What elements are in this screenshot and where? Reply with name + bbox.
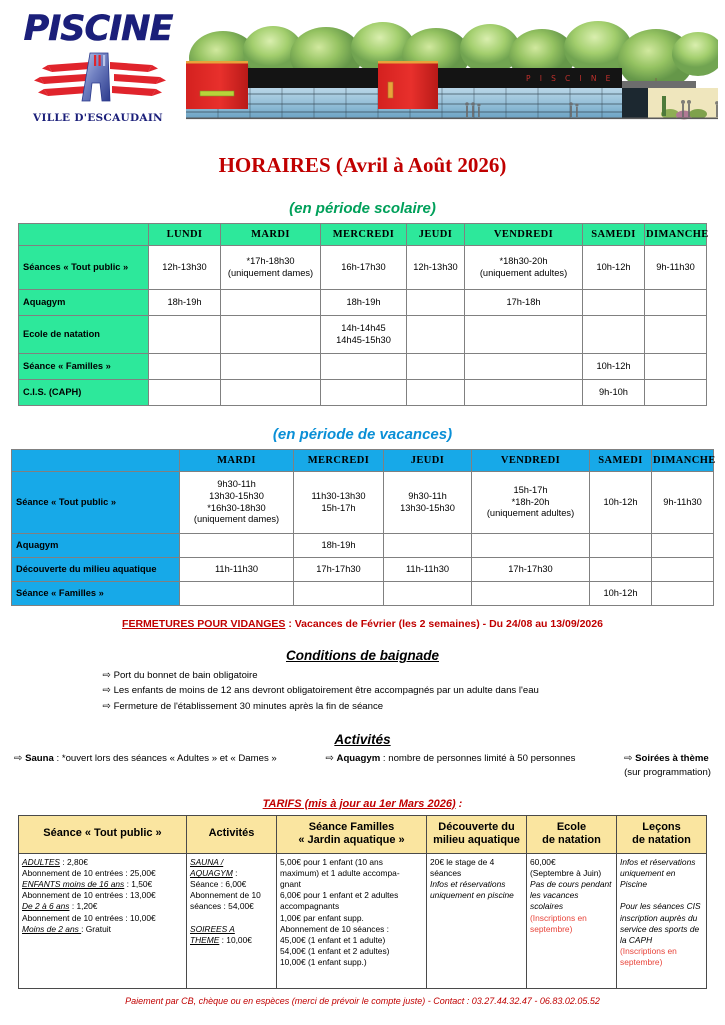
col-vendredi: VENDREDI	[472, 450, 590, 472]
tarifs-title-main: TARIFS (mis à jour au 1er Mars 2026)	[262, 797, 456, 810]
row-label: Séances « Tout public »	[19, 246, 149, 290]
cell	[652, 558, 714, 582]
logo-wordmark: PISCINE	[23, 9, 173, 49]
table-row	[19, 290, 707, 316]
activity-aquagym	[325, 752, 575, 766]
col-mercredi: MERCREDI	[294, 450, 384, 472]
activity-soirees-label: Soirées à thème	[635, 753, 709, 765]
corner-cell	[19, 224, 149, 246]
page-title: HORAIRES (Avril à Août 2026)	[218, 153, 507, 177]
cell	[645, 290, 707, 316]
col-samedi: SAMEDI	[583, 224, 645, 246]
table-header-row	[19, 224, 707, 246]
building-sign-text: P I S C I N E	[526, 74, 614, 83]
corner-cell	[12, 450, 180, 472]
cell	[472, 582, 590, 606]
cell	[407, 354, 465, 380]
cell	[652, 534, 714, 558]
cell	[221, 316, 321, 354]
holiday-period-caption: (en période de vacances)	[272, 426, 453, 443]
tarifs-table	[18, 815, 707, 990]
table-header-row	[12, 450, 714, 472]
cell: 18h-19h	[149, 290, 221, 316]
tarifs-body-row	[19, 854, 707, 989]
cell	[407, 380, 465, 406]
cell	[652, 582, 714, 606]
tarif-cell-familles: 5,00€ pour 1 enfant (10 ans maximum) et 1 adulte accompa- gnant 6,00€ pour 1 enfant et 2 adultes accompagnants 1,00€ par enfant supp. Abonnement de 10 séances : 45,00€ (1 enfant et 1 adulte) 54,00€ (1 enfant et 2 adultes) 10,00€ (1 enfant supp.)	[277, 854, 427, 989]
cell: 10h-12h	[583, 354, 645, 380]
cell: 17h-18h	[465, 290, 583, 316]
arrow-icon: ⇨	[102, 670, 111, 681]
cell	[294, 582, 384, 606]
cell: 10h-12h	[583, 246, 645, 290]
cell: 9h-11h30	[645, 246, 707, 290]
cell	[149, 354, 221, 380]
cell: 18h-19h	[294, 534, 384, 558]
arrow-icon: ⇨	[624, 753, 633, 765]
cell: 18h-19h	[321, 290, 407, 316]
col-mercredi: MERCREDI	[321, 224, 407, 246]
cell	[149, 380, 221, 406]
cell: 16h-17h30	[321, 246, 407, 290]
activity-soirees	[624, 752, 711, 779]
activities-row	[0, 752, 725, 779]
cell	[645, 380, 707, 406]
col-dimanche: DIMANCHE	[652, 450, 714, 472]
tarif-cell-decouverte: 20€ le stage de 4 séances Infos et réservations uniquement en piscine	[427, 854, 527, 989]
cell	[149, 316, 221, 354]
pool-building-illustration	[178, 18, 718, 138]
col-jeudi: JEUDI	[384, 450, 472, 472]
tarif-col-tout-public: Séance « Tout public »	[19, 815, 187, 854]
tarif-col-ecole: Ecole de natation	[527, 815, 617, 854]
tarif-col-decouverte: Découverte du milieu aquatique	[427, 815, 527, 854]
page-header	[0, 0, 725, 145]
cell: 15h-17h *18h-20h (uniquement adultes)	[472, 472, 590, 534]
list-item	[103, 683, 623, 698]
col-lundi: LUNDI	[149, 224, 221, 246]
cell: *18h30-20h (uniquement adultes)	[465, 246, 583, 290]
cell	[180, 534, 294, 558]
activity-sauna	[14, 752, 277, 766]
cell	[465, 354, 583, 380]
list-item	[103, 699, 623, 714]
arrow-icon: ⇨	[325, 753, 334, 765]
cell	[583, 316, 645, 354]
cell	[590, 558, 652, 582]
school-schedule-table	[18, 223, 707, 406]
row-label: Aquagym	[12, 534, 180, 558]
row-label: Ecole de natation	[19, 316, 149, 354]
school-period-caption: (en période scolaire)	[289, 200, 436, 217]
tarif-cell-ecole: 60,00€ (Septembre à Juin) Pas de cours pendant les vacances scolaires (Inscriptions en septembre)	[527, 854, 617, 989]
arrow-icon: ⇨	[102, 700, 111, 712]
cell: 17h-17h30	[472, 558, 590, 582]
tarif-cell-lecons: Infos et réservations uniquement en Piscine Pour les séances CIS inscription auprès du service des sports de la CAPH (Inscriptions en septembre)	[617, 854, 707, 989]
cell: 10h-12h	[590, 582, 652, 606]
logo-city-label: VILLE D'ESCAUDAIN	[33, 112, 163, 124]
table-row	[12, 534, 714, 558]
cell: 10h-12h	[590, 472, 652, 534]
cell: *17h-18h30 (uniquement dames)	[221, 246, 321, 290]
cell: 14h-14h45 14h45-15h30	[321, 316, 407, 354]
cell	[321, 380, 407, 406]
cell	[180, 582, 294, 606]
activity-aquagym-label: Aquagym	[336, 753, 381, 765]
cell	[221, 290, 321, 316]
tarif-cell-tout-public: ADULTES : 2,80€ Abonnement de 10 entrées : 25,00€ ENFANTS moins de 16 ans : 1,50€ Abonnement de 10 entrées : 13,00€ De 2 à 6 ans : 1,20€ Abonnement de 10 entrées : 10,00€ Moins de 2 ans : Gratuit	[19, 854, 187, 989]
arrow-icon: ⇨	[102, 685, 111, 697]
col-vendredi: VENDREDI	[465, 224, 583, 246]
cell: 9h30-11h 13h30-15h30 *16h30-18h30 (uniquement dames)	[180, 472, 294, 534]
tarifs-title-suffix: :	[455, 797, 463, 810]
cell	[645, 354, 707, 380]
row-label: Séance « Tout public »	[12, 472, 180, 534]
col-mardi: MARDI	[180, 450, 294, 472]
tarif-cell-activites: SAUNA / AQUAGYM : Séance : 6,00€ Abonnement de 10 séances : 54,00€ SOIREES A THEME : 10,00€	[187, 854, 277, 989]
conditions-title: Conditions de baignade	[285, 648, 439, 663]
closure-notice-text: : Vacances de Février (les 2 semaines) - Du 24/08 au 13/09/2026	[285, 618, 603, 630]
table-row	[12, 558, 714, 582]
cell: 9h-11h30	[652, 472, 714, 534]
cell	[321, 354, 407, 380]
cell	[590, 534, 652, 558]
activity-sauna-label: Sauna	[25, 753, 54, 765]
cell	[384, 534, 472, 558]
table-row	[12, 582, 714, 606]
row-label: Aquagym	[19, 290, 149, 316]
cell: 9h-10h	[583, 380, 645, 406]
row-label: C.I.S. (CAPH)	[19, 380, 149, 406]
arrow-icon: ⇨	[14, 753, 23, 765]
list-item-label: Fermeture de l'établissement 30 minutes après la fin de séance	[113, 700, 384, 712]
cell: 12h-13h30	[149, 246, 221, 290]
tarifs-title	[0, 798, 725, 810]
cell: 17h-17h30	[294, 558, 384, 582]
col-jeudi: JEUDI	[407, 224, 465, 246]
tarifs-header-row	[19, 815, 707, 854]
activities-title: Activités	[334, 732, 391, 748]
cell: 11h-11h30	[180, 558, 294, 582]
tarif-col-lecons: Leçons de natation	[617, 815, 707, 854]
holiday-schedule-table	[11, 449, 714, 606]
activity-soirees-sub: (sur programmation)	[624, 767, 711, 779]
row-label: Séance « Familles »	[19, 354, 149, 380]
cell	[384, 582, 472, 606]
row-label: Séance « Familles »	[12, 582, 180, 606]
cell: 12h-13h30	[407, 246, 465, 290]
tarif-col-activites: Activités	[187, 815, 277, 854]
cell	[221, 380, 321, 406]
activity-sauna-text: : *ouvert lors des séances « Adultes » et « Dames »	[53, 753, 277, 765]
col-samedi: SAMEDI	[590, 450, 652, 472]
table-row	[12, 472, 714, 534]
cell	[465, 380, 583, 406]
conditions-list	[103, 668, 623, 714]
footer-contact: Paiement par CB, chèque ou en espèces (merci de prévoir le compte juste) - Contact : 03.27.44.32.47 - 06.83.02.05.52	[125, 996, 600, 1007]
cell	[472, 534, 590, 558]
cell	[407, 290, 465, 316]
table-row	[19, 316, 707, 354]
closure-notice-label: FERMETURES POUR VIDANGES	[122, 618, 286, 630]
list-item-label: Port du bonnet de bain obligatoire	[113, 670, 258, 681]
logo-emblem-icon	[18, 49, 178, 111]
row-label: Découverte du milieu aquatique	[12, 558, 180, 582]
cell	[583, 290, 645, 316]
tarif-col-familles: Séance Familles « Jardin aquatique »	[277, 815, 427, 854]
list-item-label: Les enfants de moins de 12 ans devront obligatoirement être accompagnés par un adulte dans l'eau	[113, 685, 539, 697]
list-item	[103, 668, 623, 683]
cell	[645, 316, 707, 354]
piscine-logo	[18, 9, 178, 137]
col-dimanche: DIMANCHE	[645, 224, 707, 246]
cell	[221, 354, 321, 380]
activity-aquagym-text: : nombre de personnes limité à 50 personnes	[380, 753, 576, 765]
cell: 11h30-13h30 15h-17h	[294, 472, 384, 534]
table-row	[19, 380, 707, 406]
table-row	[19, 246, 707, 290]
cell	[465, 316, 583, 354]
cell: 9h30-11h 13h30-15h30	[384, 472, 472, 534]
cell: 11h-11h30	[384, 558, 472, 582]
cell	[407, 316, 465, 354]
col-mardi: MARDI	[221, 224, 321, 246]
table-row	[19, 354, 707, 380]
closure-notice	[0, 618, 725, 630]
